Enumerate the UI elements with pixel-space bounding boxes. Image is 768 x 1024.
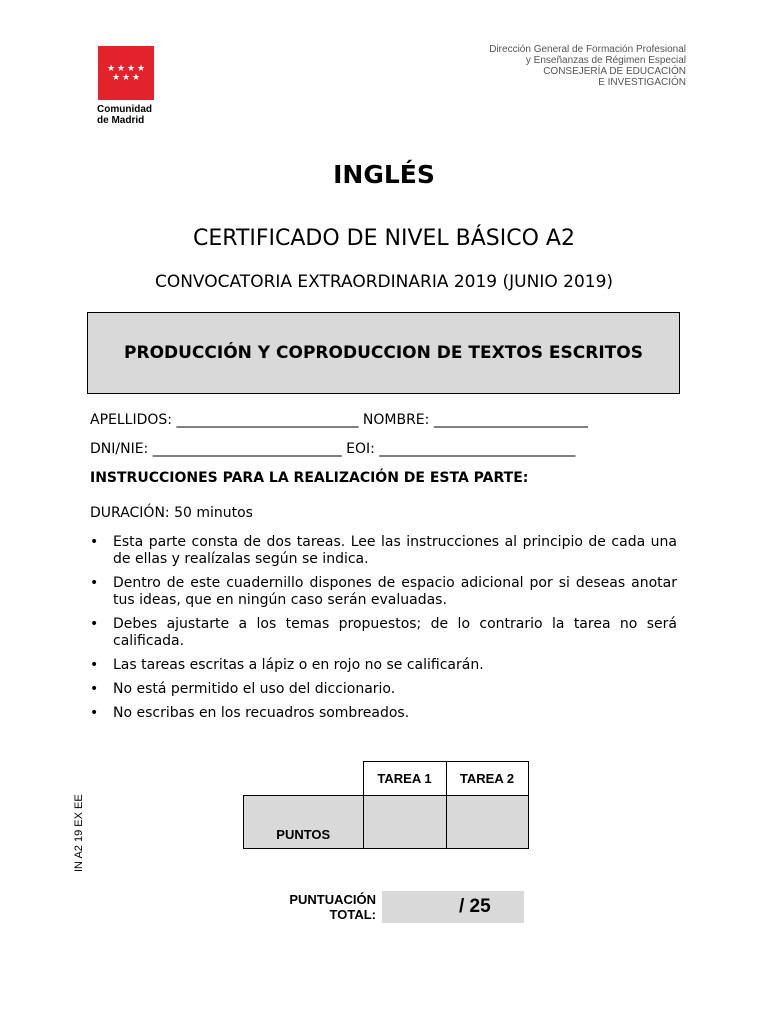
exam-subtitle: CERTIFICADO DE NIVEL BÁSICO A2 (193, 226, 575, 251)
institution-line-4: E INVESTIGACIÓN (598, 77, 686, 88)
score-cell-tarea-1 (363, 796, 446, 849)
section-title: PRODUCCIÓN Y COPRODUCCION DE TEXTOS ESCRITOS (124, 343, 643, 363)
total-label-line-1: PUNTUACIÓN (289, 892, 376, 907)
total-label (270, 892, 376, 922)
instruction-item: • Debes ajustarte a los temas propuestos; de lo contrario la tarea no será calificada. (90, 616, 677, 650)
duration-text: DURACIÓN: 50 minutos (90, 505, 253, 521)
instruction-item: • Esta parte consta de dos tareas. Lee las instrucciones al principio de cada una de ellas y realízalas según se indica. (90, 534, 677, 568)
institution-header (489, 44, 686, 88)
puntos-label: PUNTOS (244, 796, 364, 849)
total-score-value: / 25 (459, 896, 491, 917)
total-score-box (382, 891, 524, 923)
instructions-list (90, 534, 677, 729)
logo-line-2: de Madrid (97, 115, 145, 126)
institution-line-1: Dirección General de Formación Profesional (489, 44, 686, 55)
header-tarea-1: TAREA 1 (363, 762, 446, 796)
id-fields-row: DNI/NIE: ___________________________ EOI: ____________________________ (90, 441, 576, 457)
score-cell-tarea-2 (446, 796, 528, 849)
instruction-item: • No escribas en los recuadros sombreados. (90, 705, 677, 722)
section-title-box (87, 312, 680, 394)
instruction-item: • Dentro de este cuadernillo dispones de espacio adicional por si deseas anotar tus ideas, que en ningún caso serán evaluadas. (90, 575, 677, 609)
total-label-line-2: TOTAL: (329, 907, 376, 922)
empty-corner-cell (244, 762, 364, 796)
document-code: IN A2 19 EX EE (73, 794, 85, 872)
comunidad-madrid-flag-logo: ★ ★ ★ ★ ★ ★ ★ (98, 46, 154, 100)
convocatoria: CONVOCATORIA EXTRAORDINARIA 2019 (JUNIO 2019) (154, 272, 614, 292)
instruction-item: • No está permitido el uso del diccionario. (90, 681, 677, 698)
institution-line-2: y Enseñanzas de Régimen Especial (525, 55, 686, 66)
logo-line-1: Comunidad (97, 104, 152, 115)
instruction-item: • Las tareas escritas a lápiz o en rojo no se calificarán. (90, 657, 677, 674)
instructions-heading: INSTRUCCIONES PARA LA REALIZACIÓN DE ESTA PARTE: (90, 470, 529, 486)
institution-line-3: CONSEJERÍA DE EDUCACIÓN (543, 66, 686, 77)
score-table (243, 761, 529, 849)
header-tarea-2: TAREA 2 (446, 762, 528, 796)
name-fields-row: APELLIDOS: __________________________ NOMBRE: ______________________ (90, 412, 588, 428)
exam-title: INGLÉS (333, 160, 435, 189)
logo-text (97, 104, 152, 126)
